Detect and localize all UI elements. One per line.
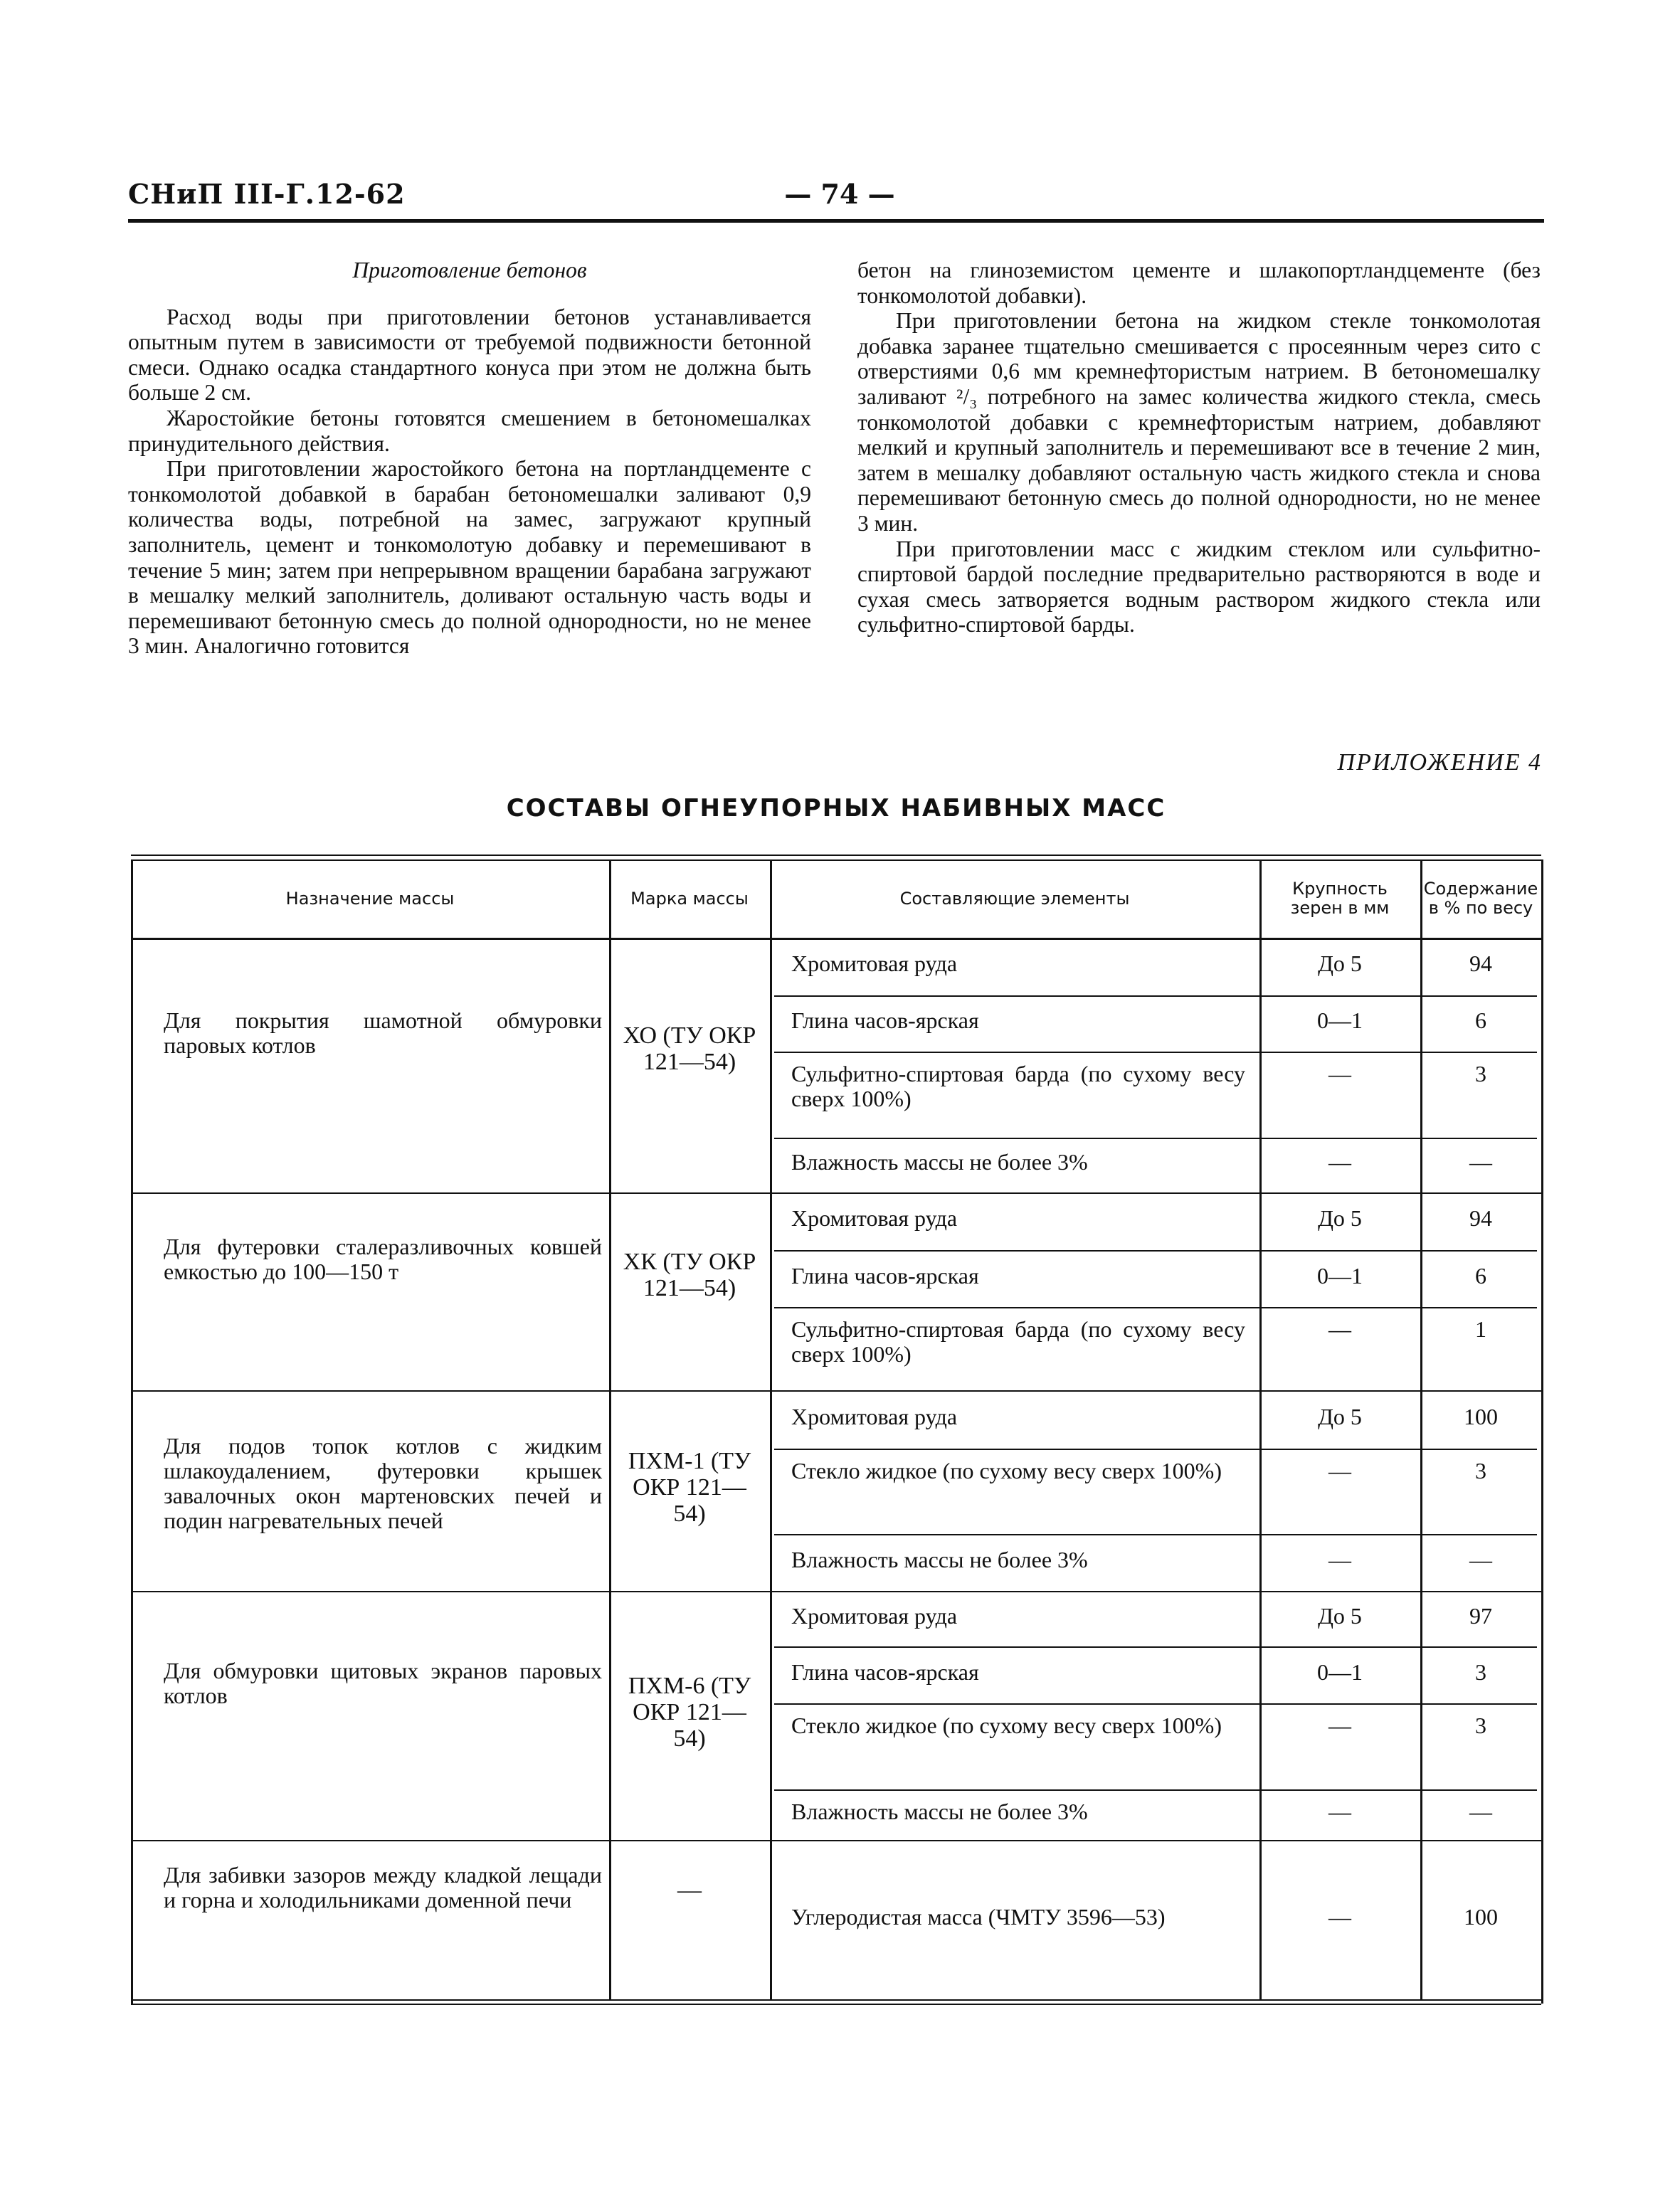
paragraph: бетон на глиноземистом цементе и шлакопортландцементе (без тонкомолотой добавки). [857,258,1541,308]
grain-size-cell: До 5 [1318,1205,1362,1231]
component-cell: Хромитовая руда [791,951,958,976]
table-column-rule [609,859,611,1999]
row-separator-rule [774,1646,1537,1648]
table-column-rule [1259,859,1262,1999]
content-percent-cell: 3 [1475,1061,1486,1086]
column-header-grain: Крупность зерен в мм [1290,879,1390,918]
content-percent-cell: 100 [1464,1903,1498,1930]
component-cell: Влажность массы не более 3% [791,1149,1088,1175]
content-percent-cell: 3 [1475,1458,1486,1483]
header-rule [128,219,1544,223]
grain-size-cell: 0—1 [1317,1262,1363,1289]
purpose-cell: Для забивки зазоров между кладкой лещади и горна и холодильниками доменной печи [164,1862,602,1912]
paragraph: При приготовлении бетона на жидком стекле тонкомолотая добавка заранее тщательно смешивается с просеянным через сито с отверстиями 0,6 мм кремнефтористым натрием. В бетономешалку заливают ²/₃ потребного на замес количества жидкого стекла, смесь тонкомолотой добавки с кремнефтористым натрием, добавляют мелкий и крупный заполнитель и перемешивают все в течение 2 мин, затем в мешалку добавляют остальную часть жидкого стекла и снова перемешивают бетонную смесь до полной однородности, но не менее 3 мин. [857,308,1541,536]
component-cell: Хромитовая руда [791,1403,958,1429]
document-code: СНиП III-Г.12-62 [128,178,406,210]
component-cell: Сульфитно-спиртовая барда (по сухому весу сверх 100%) [791,1061,1245,1111]
row-separator-rule [774,1789,1537,1791]
grain-size-cell: — [1328,1316,1351,1342]
grain-size-cell: — [1328,1061,1351,1086]
content-percent-cell: 6 [1475,1007,1486,1033]
purpose-cell: Для обмуровки щитовых экранов паровых котлов [164,1658,602,1708]
row-separator-rule [774,1534,1537,1535]
text-column-left [128,258,811,659]
paragraph: При приготовлении масс с жидким стеклом или сульфитно-спиртовой бардой последние предварительно растворяются в воде и сухая смесь затворяется водным раствором жидкого стекла или сульфитно-спиртовой барды. [857,536,1541,637]
component-cell: Глина часов-ярская [791,1262,979,1289]
group-separator-rule [131,1192,1541,1194]
text-column-right [857,258,1541,637]
table-top-rule [131,859,1541,861]
component-cell: Углеродистая масса (ЧМТУ 3596—53) [791,1903,1166,1930]
component-cell: Хромитовая руда [791,1205,958,1231]
purpose-cell: Для футеровки сталеразливочных ковшей емкостью до 100—150 т [164,1234,602,1284]
brand-cell: — [677,1877,702,1903]
grain-size-cell: До 5 [1318,951,1362,976]
content-percent-cell: 100 [1464,1403,1498,1429]
row-separator-rule [774,1307,1537,1308]
grain-size-cell: До 5 [1318,1602,1362,1629]
grain-size-cell: 0—1 [1317,1007,1363,1033]
table-column-rule [1420,859,1422,1999]
group-separator-rule [131,1390,1541,1392]
paragraph: Жаростойкие бетоны готовятся смешением в бетономешалках принудительного действия. [128,405,811,456]
content-percent-cell: 1 [1475,1316,1486,1342]
table-top-rule [131,855,1541,856]
content-percent-cell: — [1469,1546,1492,1572]
brand-cell: ХО (ТУ ОКР 121—54) [623,1022,756,1075]
brand-cell: ХК (ТУ ОКР 121—54) [623,1249,756,1301]
row-separator-rule [774,1052,1537,1053]
grain-size-cell: — [1328,1713,1351,1738]
content-percent-cell: 3 [1475,1658,1486,1685]
purpose-cell: Для покрытия шамотной обмуровки паровых котлов [164,1007,602,1058]
row-separator-rule [774,1250,1537,1252]
content-percent-cell: 97 [1469,1602,1492,1629]
content-percent-cell: — [1469,1149,1492,1175]
paragraph: При приготовлении жаростойкого бетона на портландцементе с тонкомолотой добавкой в барабан бетономешалки заливают 0,9 количества воды, потребной на замес, загружают крупный заполнитель, цемент и тонкомолотую добавку и перемешивают в течение 5 мин; затем при непрерывном вращении барабана загружают в мешалку мелкий заполнитель, доливают остальную часть воды и перемешивают бетонную смесь до полной однородности, но не менее 3 мин. Аналогично готовится [128,456,811,659]
grain-size-cell: — [1328,1546,1351,1572]
row-separator-rule [774,1449,1537,1450]
brand-cell: ПХМ-1 (ТУ ОКР 121—54) [628,1448,751,1527]
content-percent-cell: 6 [1475,1262,1486,1289]
grain-size-cell: 0—1 [1317,1658,1363,1685]
purpose-cell: Для подов топок котлов с жидким шлакоудалением, футеровки крышек завалочных окон мартеновских печей и подин нагревательных печей [164,1433,602,1533]
column-header-purpose: Назначение массы [285,888,455,909]
column-header-components: Составляющие элементы [899,888,1130,909]
paragraph: Расход воды при приготовлении бетонов устанавливается опытным путем в зависимости от требуемой подвижности бетонной смеси. Однако осадка стандартного конуса при этом не должна быть больше 2 см. [128,304,811,406]
content-percent-cell: — [1469,1799,1492,1824]
grain-size-cell: — [1328,1458,1351,1483]
appendix-label: ПРИЛОЖЕНИЕ 4 [1337,749,1542,776]
page-header [128,178,1544,221]
grain-size-cell: — [1328,1903,1351,1930]
group-separator-rule [131,1591,1541,1592]
component-cell: Глина часов-ярская [791,1007,979,1033]
content-percent-cell: 3 [1475,1713,1486,1738]
component-cell: Влажность массы не более 3% [791,1546,1088,1572]
component-cell: Стекло жидкое (по сухому весу сверх 100%) [791,1713,1222,1738]
component-cell: Стекло жидкое (по сухому весу сверх 100%) [791,1458,1222,1483]
table-left-rule [131,859,133,2004]
table-header-rule [131,938,1541,940]
column-header-content: Содержание в % по весу [1423,879,1538,918]
table-title: СОСТАВЫ ОГНЕУПОРНЫХ НАБИВНЫХ МАСС [506,794,1166,822]
section-title: Приготовление бетонов [352,258,587,282]
column-header-brand: Марка массы [630,888,749,909]
component-cell: Сульфитно-спиртовая барда (по сухому весу сверх 100%) [791,1316,1245,1367]
table-right-rule [1541,859,1543,2004]
grain-size-cell: До 5 [1318,1403,1362,1429]
content-percent-cell: 94 [1469,1205,1492,1231]
table-column-rule [770,859,772,1999]
component-cell: Глина часов-ярская [791,1658,979,1685]
page-number: — 74 — [784,178,895,210]
row-separator-rule [774,995,1537,997]
component-cell: Хромитовая руда [791,1602,958,1629]
grain-size-cell: — [1328,1799,1351,1824]
component-cell: Влажность массы не более 3% [791,1799,1088,1824]
grain-size-cell: — [1328,1149,1351,1175]
row-separator-rule [774,1138,1537,1139]
group-separator-rule [131,1840,1541,1841]
content-percent-cell: 94 [1469,951,1492,976]
brand-cell: ПХМ-6 (ТУ ОКР 121—54) [628,1673,751,1752]
row-separator-rule [774,1703,1537,1705]
